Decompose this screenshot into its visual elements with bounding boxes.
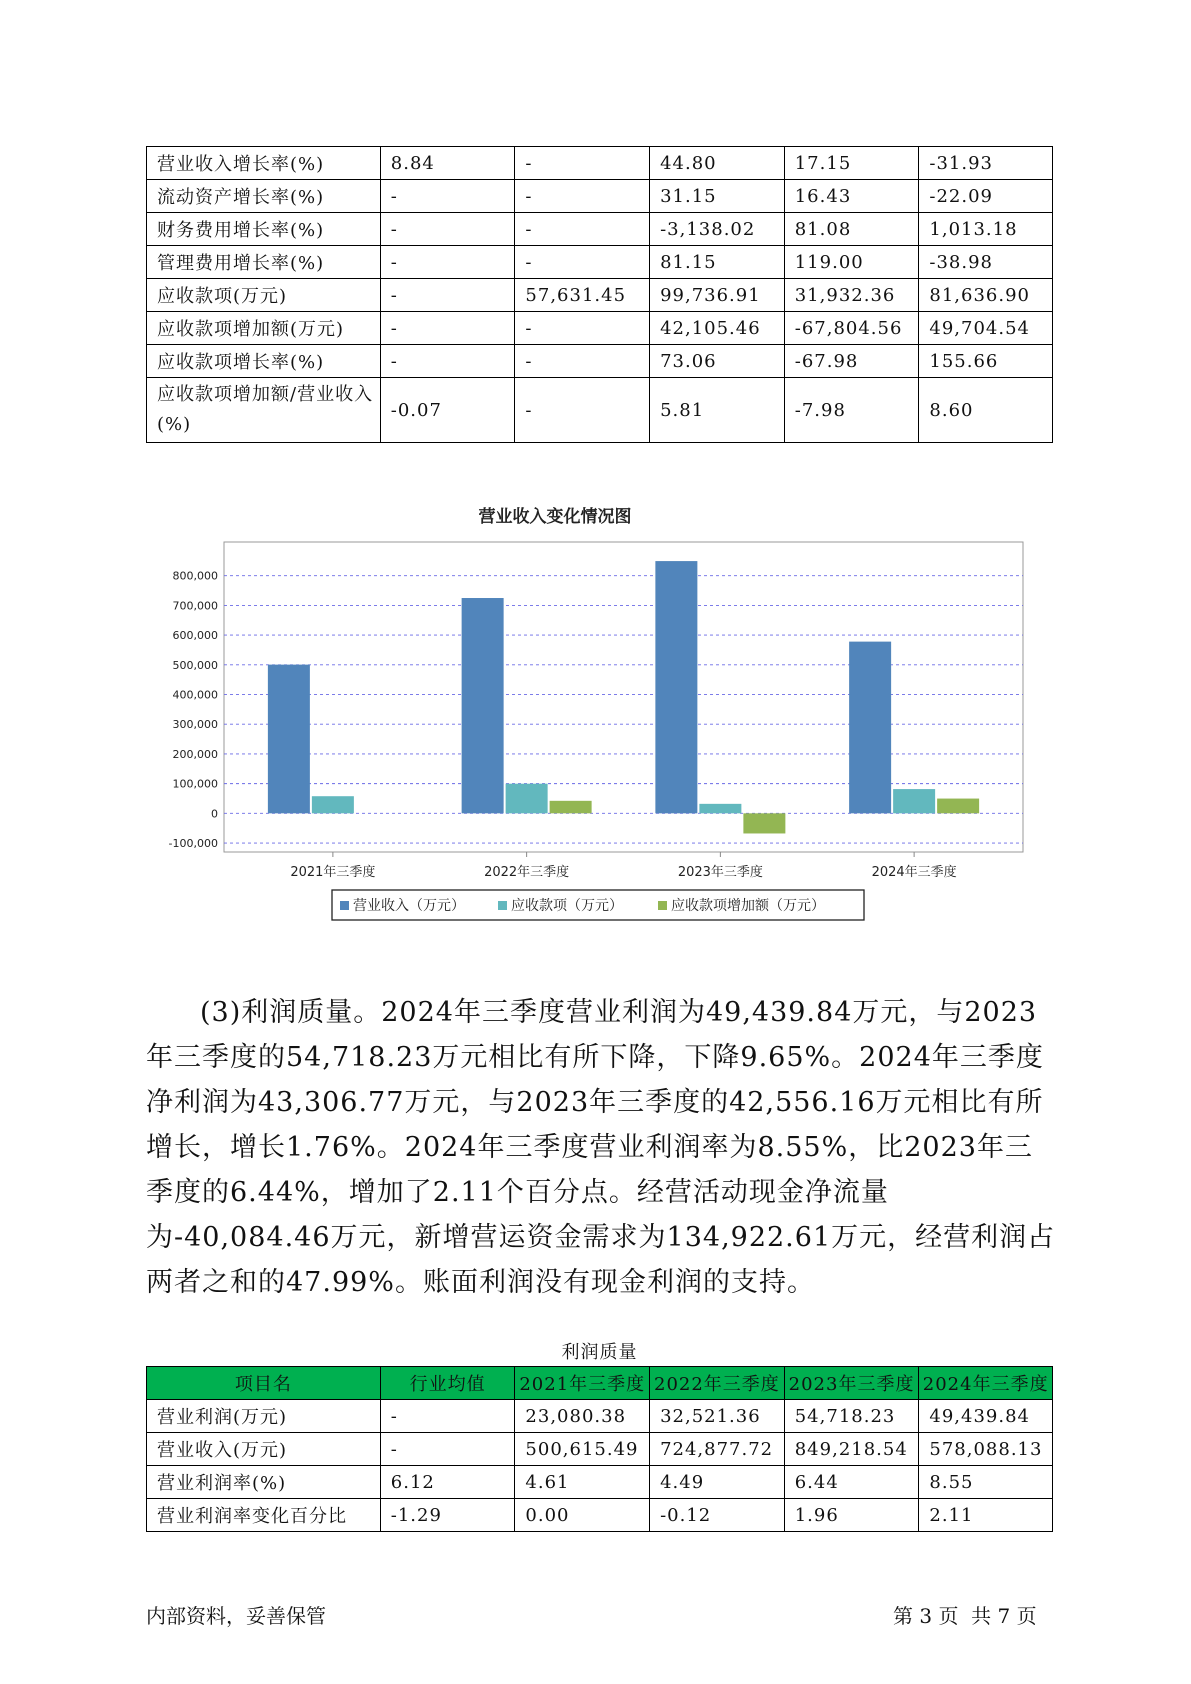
- y-tick-label: 100,000: [172, 777, 218, 791]
- value-cell: -0.07: [380, 378, 515, 443]
- value-cell: -: [515, 180, 650, 213]
- y-tick-label: 700,000: [172, 599, 218, 613]
- row-label-cell: 应收款项增长率(%): [147, 345, 381, 378]
- bar: [550, 801, 592, 814]
- table-row: [147, 345, 1053, 378]
- row-label-cell: 应收款项增加额(万元): [147, 312, 381, 345]
- y-tick-label: 0: [211, 807, 218, 821]
- row-label-cell: 管理费用增长率(%): [147, 246, 381, 279]
- y-tick-label: 300,000: [172, 718, 218, 732]
- chart-title: 营业收入变化情况图: [478, 507, 632, 527]
- table-row: [147, 378, 1053, 443]
- row-label-cell: 营业利润(万元): [147, 1400, 381, 1433]
- value-cell: 1,013.18: [919, 213, 1053, 246]
- legend-swatch: [498, 901, 507, 910]
- value-cell: 8.55: [919, 1466, 1053, 1499]
- bar: [462, 598, 504, 813]
- row-label-cell: 营业利润率(%): [147, 1466, 381, 1499]
- profit-quality-table: [146, 1366, 1053, 1532]
- table-row: [147, 1400, 1053, 1433]
- row-label-cell: 财务费用增长率(%): [147, 213, 381, 246]
- value-cell: 0.00: [515, 1499, 650, 1532]
- value-cell: 849,218.54: [784, 1433, 919, 1466]
- footer-page-number: 第 3 页 共 7 页: [893, 1604, 1037, 1628]
- bar: [312, 796, 354, 813]
- value-cell: 81.15: [650, 246, 785, 279]
- x-tick-label: 2023年三季度: [677, 865, 763, 880]
- value-cell: 155.66: [919, 345, 1053, 378]
- value-cell: -7.98: [784, 378, 919, 443]
- value-cell: 2.11: [919, 1499, 1053, 1532]
- table-row: [147, 246, 1053, 279]
- row-label-cell: 应收款项增加额/营业收入(%): [147, 378, 381, 443]
- value-cell: 54,718.23: [784, 1400, 919, 1433]
- value-cell: -: [515, 213, 650, 246]
- value-cell: -: [380, 246, 515, 279]
- value-cell: 500,615.49: [515, 1433, 650, 1466]
- table-row: [147, 1433, 1053, 1466]
- value-cell: -: [380, 1433, 515, 1466]
- y-tick-label: 200,000: [172, 747, 218, 761]
- value-cell: 6.12: [380, 1466, 515, 1499]
- value-cell: -3,138.02: [650, 213, 785, 246]
- table-row: [147, 1466, 1053, 1499]
- x-tick-label: 2022年三季度: [484, 865, 570, 880]
- legend-label: 营业收入（万元）: [353, 898, 465, 914]
- legend-swatch: [340, 901, 349, 910]
- value-cell: 81,636.90: [919, 279, 1053, 312]
- value-cell: 57,631.45: [515, 279, 650, 312]
- value-cell: 31,932.36: [784, 279, 919, 312]
- value-cell: 4.61: [515, 1466, 650, 1499]
- value-cell: -: [380, 345, 515, 378]
- value-cell: 81.08: [784, 213, 919, 246]
- value-cell: 99,736.91: [650, 279, 785, 312]
- column-header: 2024年三季度: [919, 1367, 1053, 1400]
- y-tick-label: -100,000: [168, 837, 218, 851]
- value-cell: -: [380, 180, 515, 213]
- y-tick-label: 400,000: [172, 688, 218, 702]
- value-cell: 32,521.36: [650, 1400, 785, 1433]
- column-header: 2023年三季度: [784, 1367, 919, 1400]
- table-row: [147, 279, 1053, 312]
- value-cell: -31.93: [919, 147, 1053, 180]
- table-caption: 利润质量: [561, 1342, 638, 1363]
- value-cell: -67.98: [784, 345, 919, 378]
- value-cell: -: [380, 312, 515, 345]
- value-cell: 16.43: [784, 180, 919, 213]
- row-label-cell: 营业收入(万元): [147, 1433, 381, 1466]
- row-label-cell: 应收款项(万元): [147, 279, 381, 312]
- value-cell: 44.80: [650, 147, 785, 180]
- table-row: [147, 1499, 1053, 1532]
- bar: [655, 561, 697, 813]
- value-cell: -38.98: [919, 246, 1053, 279]
- footer-confidential: 内部资料，妥善保管: [146, 1604, 326, 1628]
- table-row: [147, 312, 1053, 345]
- x-tick-label: 2021年三季度: [290, 865, 376, 880]
- column-header: 2022年三季度: [650, 1367, 785, 1400]
- column-header: 行业均值: [380, 1367, 515, 1400]
- x-tick-label: 2024年三季度: [871, 865, 957, 880]
- table-header-row: [147, 1367, 1053, 1400]
- bar: [849, 642, 891, 814]
- value-cell: 119.00: [784, 246, 919, 279]
- value-cell: 1.96: [784, 1499, 919, 1532]
- legend-label: 应收款项增加额（万元）: [671, 898, 825, 914]
- row-label-cell: 营业收入增长率(%): [147, 147, 381, 180]
- growth-indicator-table: [146, 146, 1053, 443]
- row-label-cell: 流动资产增长率(%): [147, 180, 381, 213]
- bar: [937, 799, 979, 814]
- y-tick-label: 800,000: [172, 569, 218, 583]
- value-cell: 17.15: [784, 147, 919, 180]
- value-cell: -1.29: [380, 1499, 515, 1532]
- value-cell: 578,088.13: [919, 1433, 1053, 1466]
- column-header: 项目名: [147, 1367, 381, 1400]
- bar: [699, 804, 741, 813]
- legend-label: 应收款项（万元）: [511, 898, 623, 914]
- value-cell: 49,439.84: [919, 1400, 1053, 1433]
- profit-quality-paragraph: (3)利润质量。2024年三季度营业利润为49,439.84万元，与2023年三季度的54,718.23万元相比有所下降，下降9.65%。2024年三季度净利润为43,306.77万元，与2023年三季度的42,556.16万元相比有所增长，增长1.76%。2024年三季度营业利润率为8.55%，比2023年三季度的6.44%，增加了2.11个百分点。经营活动现金净流量为-40,084.46万元，新增营运资金需求为134,922.61万元，经营利润占两者之和的47.99%。账面利润没有现金利润的支持。: [146, 997, 1056, 1298]
- value-cell: 31.15: [650, 180, 785, 213]
- bar: [893, 789, 935, 813]
- revenue-change-chart: [146, 496, 1066, 924]
- value-cell: 8.84: [380, 147, 515, 180]
- table-row: [147, 147, 1053, 180]
- value-cell: 6.44: [784, 1466, 919, 1499]
- value-cell: -: [380, 213, 515, 246]
- table-row: [147, 213, 1053, 246]
- table-row: [147, 180, 1053, 213]
- value-cell: -: [380, 279, 515, 312]
- value-cell: -: [515, 312, 650, 345]
- value-cell: -: [380, 1400, 515, 1433]
- y-tick-label: 600,000: [172, 629, 218, 643]
- value-cell: -: [515, 378, 650, 443]
- value-cell: 5.81: [650, 378, 785, 443]
- bar: [506, 784, 548, 814]
- value-cell: -: [515, 147, 650, 180]
- value-cell: -0.12: [650, 1499, 785, 1532]
- value-cell: 73.06: [650, 345, 785, 378]
- column-header: 2021年三季度: [515, 1367, 650, 1400]
- value-cell: -22.09: [919, 180, 1053, 213]
- value-cell: 23,080.38: [515, 1400, 650, 1433]
- value-cell: -: [515, 345, 650, 378]
- value-cell: -: [515, 246, 650, 279]
- bar: [743, 813, 785, 833]
- y-tick-label: 500,000: [172, 658, 218, 672]
- value-cell: 724,877.72: [650, 1433, 785, 1466]
- row-label-cell: 营业利润率变化百分比: [147, 1499, 381, 1532]
- value-cell: -67,804.56: [784, 312, 919, 345]
- value-cell: 4.49: [650, 1466, 785, 1499]
- legend-swatch: [658, 901, 667, 910]
- value-cell: 49,704.54: [919, 312, 1053, 345]
- bar: [268, 665, 310, 814]
- value-cell: 8.60: [919, 378, 1053, 443]
- value-cell: 42,105.46: [650, 312, 785, 345]
